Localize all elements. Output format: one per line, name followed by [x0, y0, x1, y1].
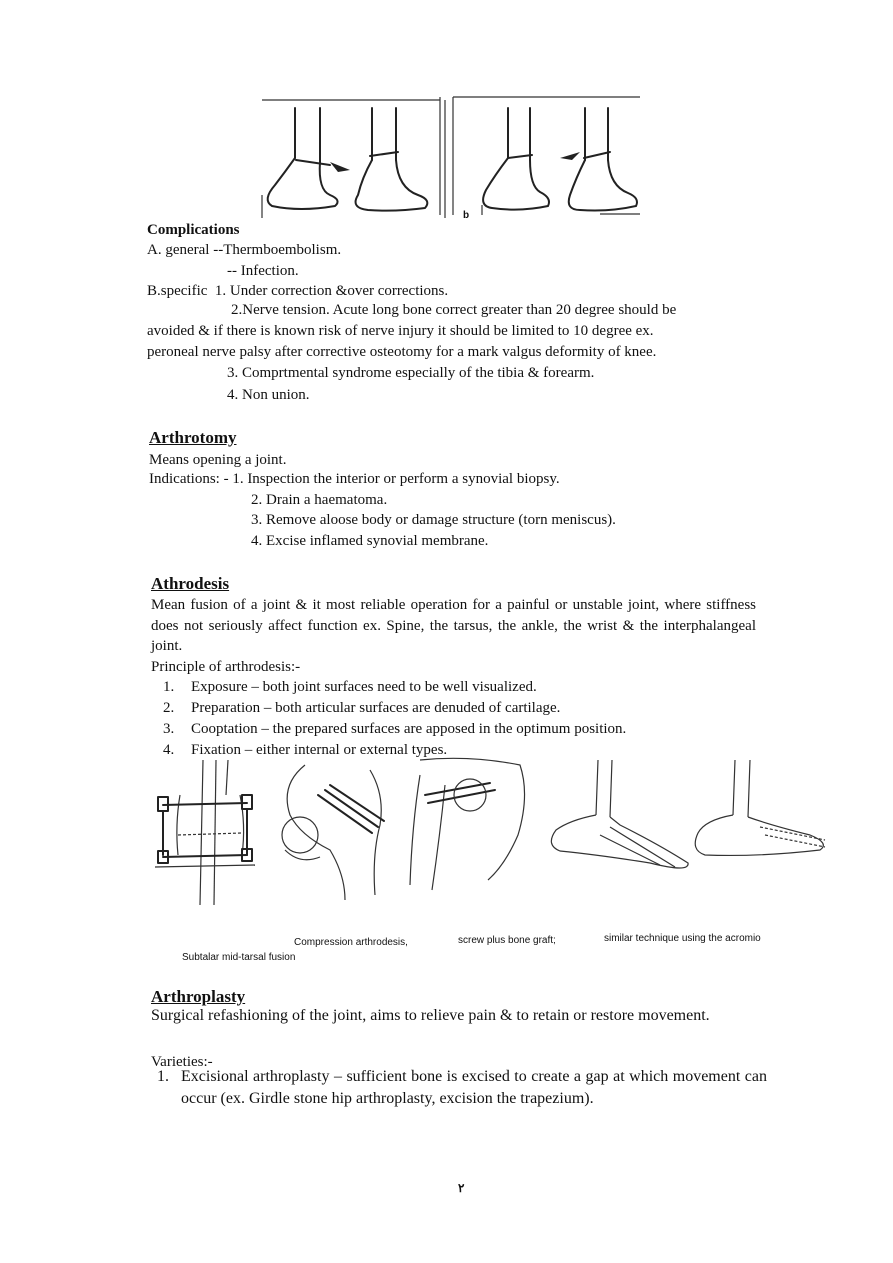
- principle-number: 2.: [163, 700, 175, 716]
- principle-text: Exposure – both joint surfaces need to be well visualized.: [191, 679, 537, 695]
- arthrodesis-drawings: [0, 755, 893, 915]
- complication-specific-2c: peroneal nerve palsy after corrective osteotomy for a mark valgus deformity of knee.: [147, 344, 657, 360]
- arthrodesis-principles-list: [163, 677, 626, 761]
- principle-item: [163, 698, 626, 719]
- page-number: ٢: [458, 1181, 465, 1195]
- complication-specific-2b: avoided & if there is known risk of nerve injury it should be limited to 10 degree ex.: [147, 323, 654, 339]
- complication-specific-1: B.specific 1. Under correction &over corrections.: [147, 283, 449, 299]
- arthroplasty-varieties-title: Varieties:-: [151, 1054, 213, 1070]
- complication-general-1: A. general --Thermboembolism.: [147, 242, 342, 258]
- arthrotomy-indication-4: 4. Excise inflamed synovial membrane.: [251, 533, 489, 549]
- complication-specific-3: 3. Comprtmental syndrome especially of the tibia & forearm.: [227, 365, 595, 381]
- osteotomy-drawing: [0, 0, 893, 230]
- arthroplasty-title: Arthroplasty: [151, 987, 246, 1006]
- principle-number: 3.: [163, 721, 175, 737]
- variety-text: Excisional arthroplasty – sufficient bone is excised to create a gap at which movement can occur (ex. Girdle stone hip arthroplasty, excision the trapezium).: [181, 1068, 767, 1107]
- principle-number: 1.: [163, 679, 175, 695]
- complication-specific-4: 4. Non union.: [227, 387, 310, 403]
- arthrodesis-definition: Mean fusion of a joint & it most reliable operation for a painful or unstable joint, where stiffness does not seriously affect function ex. Spine, the tarsus, the ankle, the wrist & the interphalangeal joint.: [151, 597, 756, 654]
- complication-general-2: -- Infection.: [227, 263, 299, 279]
- principle-number: 4.: [163, 742, 175, 758]
- arthrotomy-definition: Means opening a joint.: [149, 452, 287, 468]
- complications-title: Complications: [147, 222, 240, 238]
- caption-compression: Compression arthrodesis,: [294, 937, 408, 948]
- arthrodesis-principle-title: Principle of arthrodesis:-: [151, 659, 301, 675]
- arthrotomy-title: Arthrotomy: [149, 428, 237, 447]
- principle-text: Fixation – either internal or external types.: [191, 742, 448, 758]
- screw-bone-graft-drawing: [282, 765, 384, 900]
- midtarsal-fusion-drawing: [695, 760, 825, 855]
- complication-specific-2a: 2.Nerve tension. Acute long bone correct greater than 20 degree should be: [231, 302, 677, 318]
- arthrotomy-indication-1: Indications: - 1. Inspection the interior or perform a synovial biopsy.: [149, 471, 560, 487]
- subtalar-fusion-drawing: [551, 760, 688, 868]
- principle-text: Preparation – both articular surfaces are denuded of cartilage.: [191, 700, 561, 716]
- caption-subtalar: Subtalar mid-tarsal fusion: [182, 952, 296, 963]
- arthrodesis-title: Athrodesis: [151, 574, 230, 593]
- arthrotomy-indication-3: 3. Remove aloose body or damage structure (torn meniscus).: [251, 512, 616, 528]
- caption-screw-graft: screw plus bone graft;: [458, 935, 556, 946]
- variety-number: 1.: [157, 1068, 169, 1085]
- acromion-arthrodesis-drawing: [410, 758, 525, 890]
- arthroplasty-variety-item: [157, 1066, 767, 1110]
- caption-similar-technique: similar technique using the acromio: [604, 933, 761, 944]
- principle-item: [163, 677, 626, 698]
- arthrotomy-indication-2: 2. Drain a haematoma.: [251, 492, 388, 508]
- principle-item: [163, 719, 626, 740]
- figure-label-b: b: [463, 210, 470, 221]
- compression-arthrodesis-drawing: [155, 760, 255, 905]
- principle-text: Cooptation – the prepared surfaces are apposed in the optimum position.: [191, 721, 627, 737]
- arthroplasty-definition: Surgical refashioning of the joint, aims to relieve pain & to retain or restore movement.: [151, 1007, 710, 1024]
